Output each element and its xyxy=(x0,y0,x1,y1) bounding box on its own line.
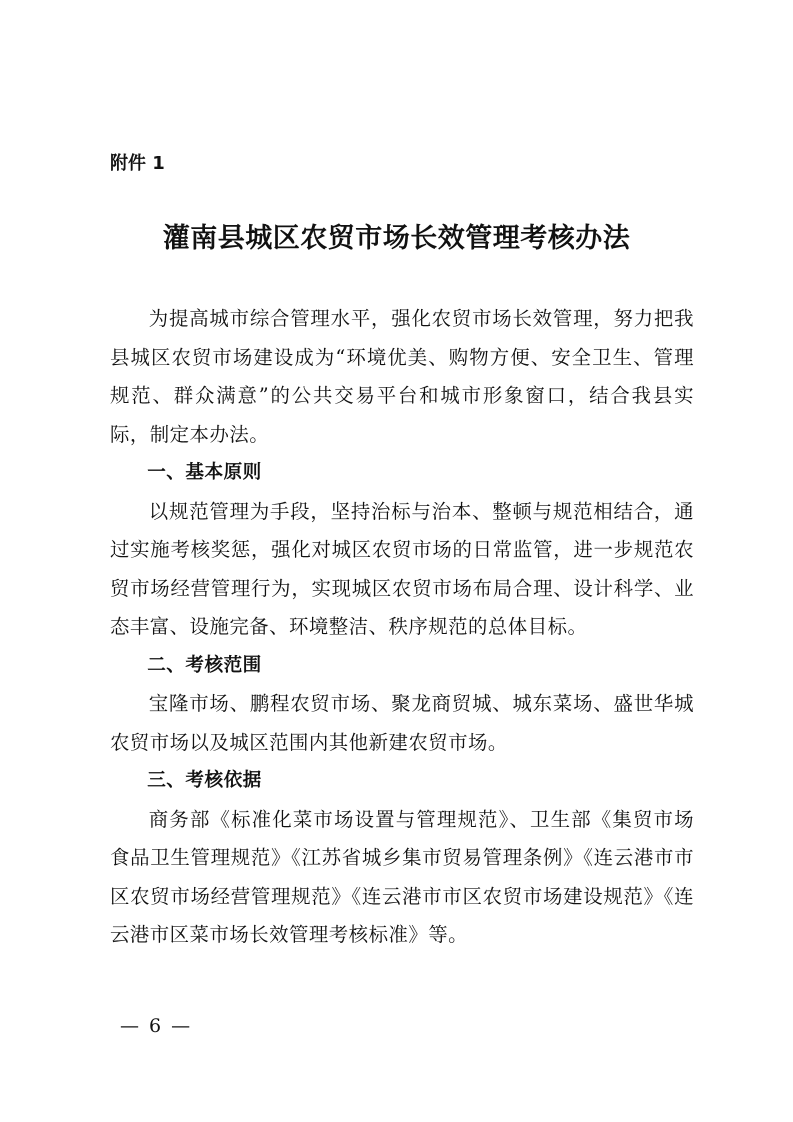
section-heading-basis: 三、考核依据 xyxy=(147,770,262,791)
section-body-principles: 以规范管理为手段，坚持治标与治本、整顿与规范相结合，通过实施考核奖惩，强化对城区农贸市场的日常监管，进一步规范农贸市场经营管理行为，实现城区农贸市场布局合理、设计科学、业态丰富、设施完备、环境整洁、秩序规范的总体目标。 xyxy=(110,499,694,638)
document-body xyxy=(110,300,694,955)
page-number: — 6 — xyxy=(120,1015,193,1037)
attachment-label: 附件 1 xyxy=(110,153,165,174)
section-body-scope: 宝隆市场、鹏程农贸市场、聚龙商贸城、城东菜场、盛世华城农贸市场以及城区范围内其他新建农贸市场。 xyxy=(110,692,694,754)
intro-paragraph: 为提高城市综合管理水平，强化农贸市场长效管理，努力把我县城区农贸市场建设成为“环境优美、购物方便、安全卫生、管理规范、群众满意”的公共交易平台和城市形象窗口，结合我县实际，制定本办法。 xyxy=(110,307,694,446)
section-heading-principles: 一、基本原则 xyxy=(147,462,262,483)
section-body-basis: 商务部《标准化菜市场设置与管理规范》、卫生部《集贸市场食品卫生管理规范》《江苏省城乡集市贸易管理条例》《连云港市市区农贸市场经营管理规范》《连云港市市区农贸市场建设规范》《连云港市区菜市场长效管理考核标准》等。 xyxy=(110,807,694,946)
section-heading-scope: 二、考核范围 xyxy=(147,654,262,676)
document-title: 灌南县城区农贸市场长效管理考核办法 xyxy=(162,223,631,254)
